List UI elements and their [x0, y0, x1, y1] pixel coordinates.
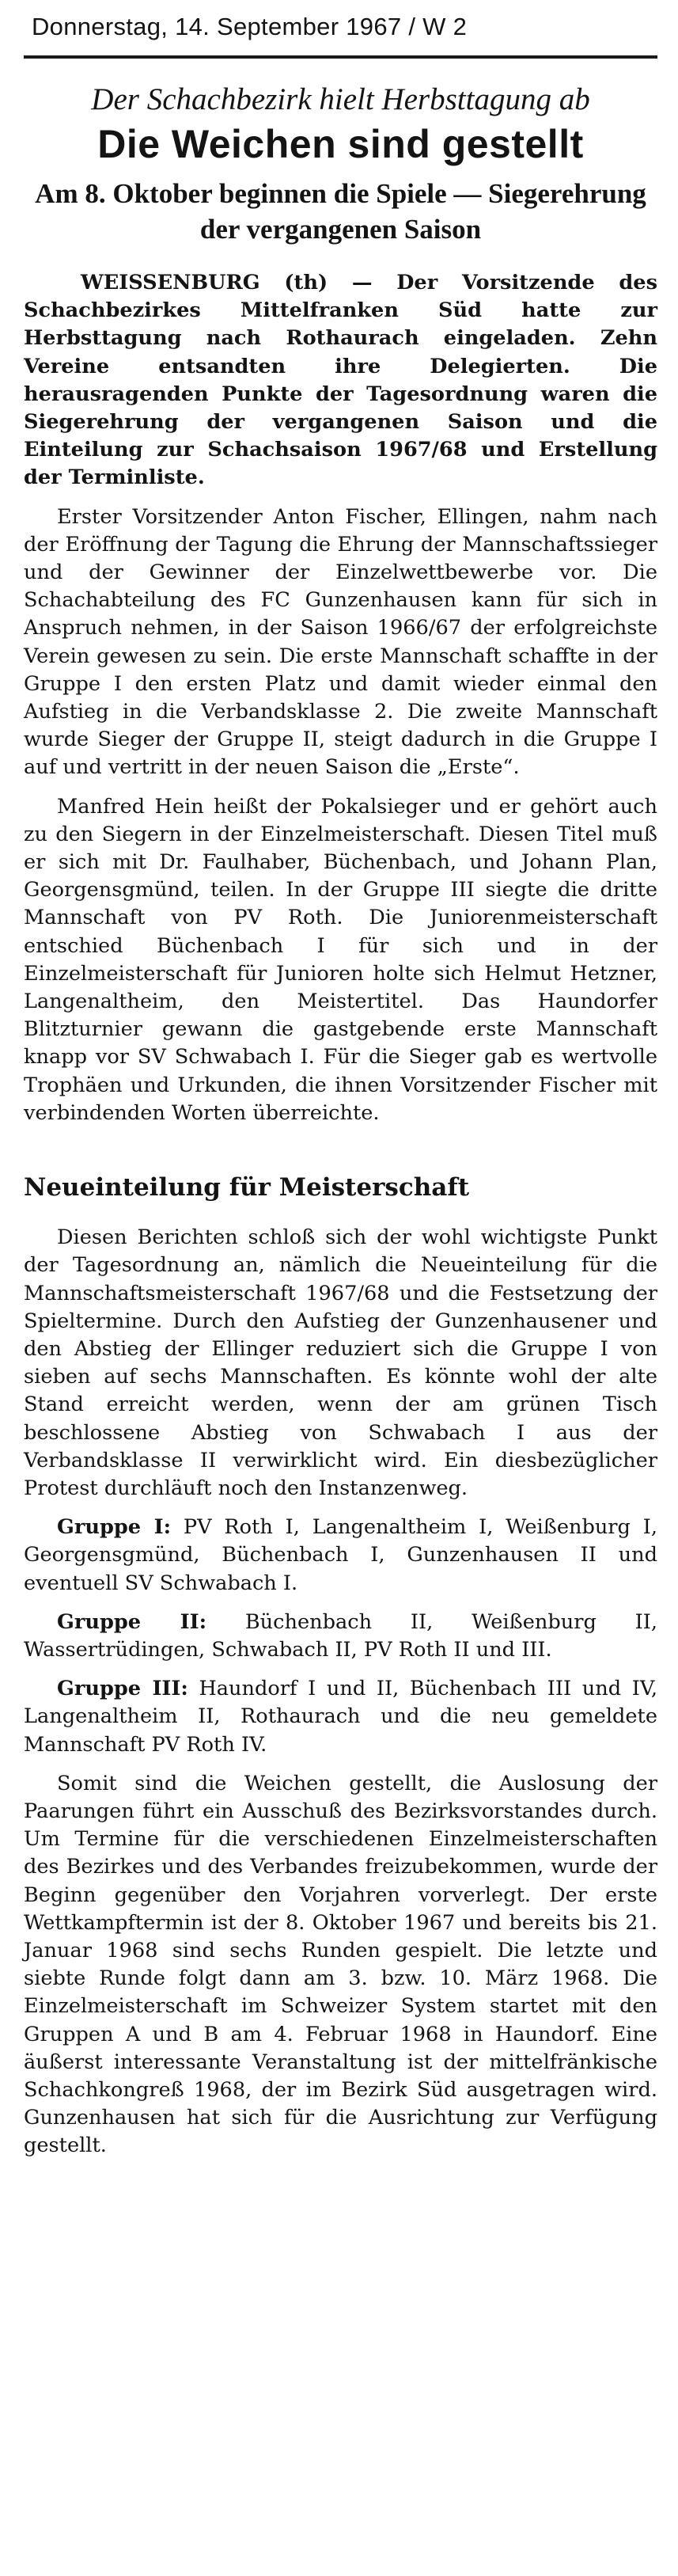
- group-label: Gruppe II:: [57, 1609, 207, 1634]
- lead-paragraph: WEISSENBURG (th) — Der Vorsitzende des Schachbezirkes Mittelfranken Süd hatte zur Herbsttagung nach Rothaurach eingeladen. Zehn Vereine entsandten ihre Delegierten. Die herausragenden Punkte der Tagesordnung waren die Siegerehrung der vergangenen Saison und die Einteilung zur Schachsaison 1967/68 und Erstellung der Terminliste.: [24, 271, 657, 490]
- group-teams: PV Roth I, Langenaltheim I, Weißenburg I, Georgensgmünd, Büchenbach I, Gunzenhausen II und eventuell SV Schwabach I.: [24, 1515, 657, 1595]
- closing-paragraph: Somit sind die Weichen gestellt, die Auslosung der Paarungen führt ein Ausschuß des Bezirksvorstandes durch. Um Termine für die verschiedenen Einzelmeisterschaften des Bezirkes und des Verbandes freizubekommen, wurde der Beginn gegenüber den Vorjahren vorverlegt. Der erste Wettkampftermin ist der 8. Oktober 1967 und bereits bis 21. Januar 1968 sind sechs Runden gespielt. Die letzte und siebte Runde folgt dann am 3. bzw. 10. März 1968. Die Einzelmeisterschaft im Schweizer System startet mit den Gruppen A und B am 4. Februar 1968 in Haundorf. Eine äußerst interessante Veranstaltung ist der mittelfränkische Schachkongreß 1968, der im Bezirk Süd ausgetragen wird. Gunzenhausen hat sich für die Ausrichtung zur Verfügung gestellt.: [24, 1771, 657, 2158]
- body-paragraph: Manfred Hein heißt der Pokalsieger und er gehört auch zu den Siegern in der Einzelmeisterschaft. Diesen Titel muß er sich mit Dr. Faulhaber, Büchenbach, und Johann Plan, Georgensgmünd, teilen. In der Gruppe III siegte die dritte Mannschaft von PV Roth. Die Juniorenmeisterschaft entschied Büchenbach I für sich und in der Einzelmeisterschaft für Junioren holte sich Helmut Hetzner, Langenaltheim, den Meistertitel. Das Haundorfer Blitzturnier gewann die gastgebende erste Mannschaft knapp vor SV Schwabach I. Für die Sieger gab es wertvolle Trophäen und Urkunden, die ihnen Vorsitzender Fischer mit verbindenden Worten überreichte.: [24, 794, 657, 1125]
- headline: Die Weichen sind gestellt: [97, 122, 584, 166]
- dateline: Donnerstag, 14. September 1967 / W 2: [32, 13, 468, 40]
- group-entry: [24, 1675, 657, 1759]
- group-label: Gruppe I:: [57, 1515, 172, 1540]
- body-paragraph: Erster Vorsitzender Anton Fischer, Ellingen, nahm nach der Eröffnung der Tagung die Ehrung der Mannschaftssieger und der Gewinner der Einzelwettbewerbe vor. Die Schachabteilung des FC Gunzenhausen kann für sich in Anspruch nehmen, in der Saison 1966/67 der erfolgreichste Verein gewesen zu sein. Die erste Mannschaft schaffte in der Gruppe I den ersten Platz und damit wieder einmal den Aufstieg in die Verbandsklasse 2. Die zweite Mannschaft wurde Sieger der Gruppe II, steigt dadurch in die Gruppe I auf und vertritt in der neuen Saison die „Erste“.: [24, 504, 657, 780]
- group-teams: Büchenbach II, Weißenburg II, Wassertrüdingen, Schwabach II, PV Roth II und III.: [24, 1609, 658, 1662]
- group-teams: Haundorf I und II, Büchenbach III und IV, Langenaltheim II, Rothaurach und die neu gemeldete Mannschaft PV Roth IV.: [24, 1677, 657, 1757]
- section-paragraph: Diesen Berichten schloß sich der wohl wichtigste Punkt der Tagesordnung an, nämlich die Neueinteilung für die Mannschaftsmeisterschaft 1967/68 und die Festsetzung der Spieltermine. Durch den Aufstieg der Gunzenhausener und den Abstieg der Ellinger reduziert sich die Gruppe I von sieben auf sechs Mannschaften. Es könnte wohl der alte Stand erreicht werden, wenn der am grünen Tisch beschlossene Abstieg von Schwabach I aus der Verbandsklasse II verwirklicht wird. Ein diesbezüglicher Protest durchläuft noch den Instanzenweg.: [24, 1225, 657, 1500]
- group-label: Gruppe III:: [57, 1677, 188, 1701]
- group-entry: [24, 1514, 657, 1598]
- group-entry: [24, 1609, 657, 1664]
- section-heading: Neueinteilung für Meisterschaft: [24, 1173, 470, 1203]
- subhead: Am 8. Oktober beginnen die Spiele — Siegerehrung der vergangenen Saison: [35, 178, 646, 245]
- kicker: Der Schachbezirk hielt Herbsttagung ab: [91, 82, 590, 116]
- header-rule: [24, 55, 657, 59]
